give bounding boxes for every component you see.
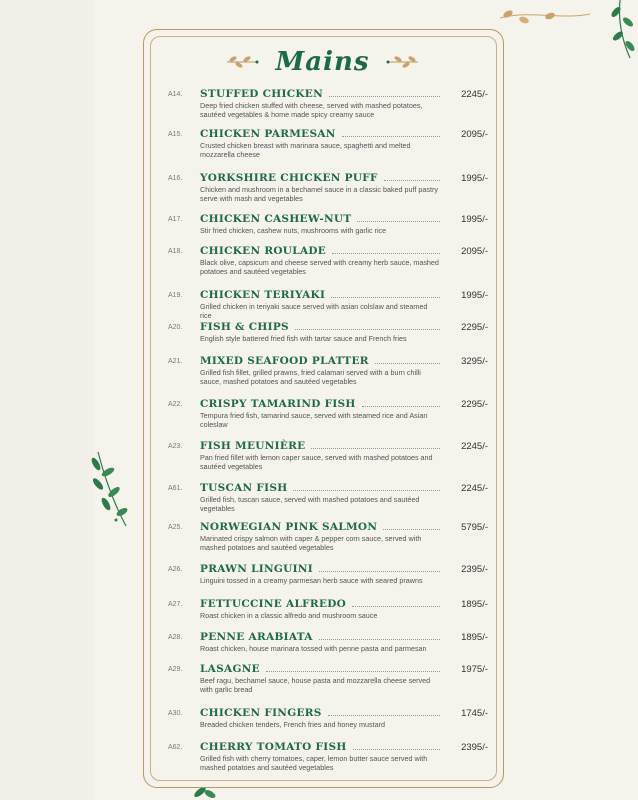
item-description: Roast chicken, house marinara tossed with penne pasta and parmesan xyxy=(200,644,427,653)
item-description: Stir fried chicken, cashew nuts, mushrooms with garlic rice xyxy=(200,226,387,235)
item-code: A25. xyxy=(168,524,183,531)
dotted-leader xyxy=(383,529,440,530)
item-name: YORKSHIRE CHICKEN PUFF xyxy=(200,172,378,184)
item-header xyxy=(200,213,488,225)
item-description: Roast chicken in a classic alfredo and mushroom sauce xyxy=(200,611,378,620)
dotted-leader xyxy=(375,363,440,364)
item-price: 1995/- xyxy=(461,214,488,225)
item-description: Grilled fish fillet, grilled prawns, fried calamari served with a burn chilli sauce, mashed potatoes and sautéed vegetables xyxy=(200,368,421,387)
item-code: A16. xyxy=(168,175,183,182)
item-name: TUSCAN FISH xyxy=(200,482,288,494)
item-price: 2295/- xyxy=(461,322,488,333)
item-code: A22. xyxy=(168,401,183,408)
item-header xyxy=(200,598,488,610)
dotted-leader xyxy=(342,136,440,137)
item-header xyxy=(200,289,488,301)
item-description: Tempura fried fish, tamarind sauce, served with steamed rice and Asian coleslaw xyxy=(200,411,428,430)
item-description: Breaded chicken tenders, French fries and honey mustard xyxy=(200,720,385,729)
item-header xyxy=(200,245,488,257)
item-header xyxy=(200,741,488,753)
dotted-leader xyxy=(293,490,440,491)
item-code: A26. xyxy=(168,566,183,573)
item-name: FETTUCCINE ALFREDO xyxy=(200,598,347,610)
item-description: English style battered fried fish with tartar sauce and French fries xyxy=(200,334,407,343)
sprig-left-icon xyxy=(225,53,261,71)
item-header xyxy=(200,521,488,533)
item-name: FISH & CHIPS xyxy=(200,321,289,333)
item-description: Grilled fish with cherry tomatoes, caper, lemon butter sauce served with mashed potatoes and sautéed vegetables xyxy=(200,754,428,773)
dotted-leader xyxy=(311,448,440,449)
item-header xyxy=(200,482,488,494)
item-header xyxy=(200,563,488,575)
item-header xyxy=(200,321,488,333)
item-name: FISH MEUNIÈRE xyxy=(200,440,306,452)
item-header xyxy=(200,355,488,367)
item-name: PENNE ARABIATA xyxy=(200,631,313,643)
item-price: 5795/- xyxy=(461,522,488,533)
item-name: CHICKEN CASHEW-NUT xyxy=(200,213,352,225)
item-description: Deep fried chicken stuffed with cheese, served with mashed potatoes, sautéed vegetables & home made spicy creamy sauce xyxy=(200,101,423,120)
item-code: A19. xyxy=(168,292,183,299)
item-price: 3295/- xyxy=(461,356,488,367)
item-name: NORWEGIAN PINK SALMON xyxy=(200,521,378,533)
item-price: 2245/- xyxy=(461,89,488,100)
sprig-right-icon xyxy=(384,53,420,71)
dotted-leader xyxy=(319,639,440,640)
item-code: A20. xyxy=(168,324,183,331)
item-price: 1745/- xyxy=(461,708,488,719)
item-header xyxy=(200,663,488,675)
item-price: 2395/- xyxy=(461,564,488,575)
dotted-leader xyxy=(329,96,440,97)
dotted-leader xyxy=(353,749,440,750)
item-header xyxy=(200,172,488,184)
item-price: 1995/- xyxy=(461,290,488,301)
dotted-leader xyxy=(328,715,440,716)
item-name: MIXED SEAFOOD PLATTER xyxy=(200,355,369,367)
dotted-leader xyxy=(352,606,440,607)
item-header xyxy=(200,88,488,100)
item-name: STUFFED CHICKEN xyxy=(200,88,323,100)
item-description: Beef ragu, bechamel sauce, house pasta and mozzarella cheese served with garlic bread xyxy=(200,676,431,695)
item-name: CHERRY TOMATO FISH xyxy=(200,741,347,753)
page-title: Mains xyxy=(275,47,370,77)
item-description: Linguini tossed in a creamy parmesan herb sauce with seared prawns xyxy=(200,576,423,585)
item-name: CHICKEN FINGERS xyxy=(200,707,322,719)
item-price: 1895/- xyxy=(461,632,488,643)
dotted-leader xyxy=(331,297,440,298)
item-code: A17. xyxy=(168,216,183,223)
item-header xyxy=(200,707,488,719)
item-header xyxy=(200,631,488,643)
item-code: A14. xyxy=(168,91,183,98)
item-code: A62. xyxy=(168,744,183,751)
item-code: A15. xyxy=(168,131,183,138)
item-code: A29. xyxy=(168,666,183,673)
item-code: A21. xyxy=(168,358,183,365)
item-price: 2095/- xyxy=(461,246,488,257)
item-price: 2245/- xyxy=(461,483,488,494)
item-price: 2095/- xyxy=(461,129,488,140)
item-code: A18. xyxy=(168,248,183,255)
item-header xyxy=(200,128,488,140)
item-code: A27. xyxy=(168,601,183,608)
item-price: 2395/- xyxy=(461,742,488,753)
dotted-leader xyxy=(319,571,440,572)
item-name: CRISPY TAMARIND FISH xyxy=(200,398,356,410)
item-price: 1995/- xyxy=(461,173,488,184)
dotted-leader xyxy=(357,221,440,222)
item-description: Grilled fish, tuscan sauce, served with mashed potatoes and sautéed vegetables xyxy=(200,495,420,514)
item-description: Grilled chicken in teriyaki sauce served with asian colslaw and steamed rice xyxy=(200,302,428,321)
item-description: Marinated crispy salmon with caper & pepper corn sauce, served with mashed potatoes and sautéed vegetables xyxy=(200,534,422,553)
item-name: CHICKEN TERIYAKI xyxy=(200,289,326,301)
item-description: Chicken and mushroom in a bechamel sauce in a classic baked puff pastry serve with mash and vegetables xyxy=(200,185,438,204)
dotted-leader xyxy=(384,180,440,181)
item-header xyxy=(200,440,488,452)
item-code: A28. xyxy=(168,634,183,641)
dotted-leader xyxy=(295,329,440,330)
item-price: 2245/- xyxy=(461,441,488,452)
item-price: 2295/- xyxy=(461,399,488,410)
item-name: PRAWN LINGUINI xyxy=(200,563,313,575)
item-description: Pan fried fillet with lemon caper sauce, served with mashed potatoes and sautéed vegetables xyxy=(200,453,433,472)
dotted-leader xyxy=(332,253,440,254)
dotted-leader xyxy=(266,671,440,672)
item-name: LASAGNE xyxy=(200,663,260,675)
item-code: A23. xyxy=(168,443,183,450)
item-description: Black olive, capsicum and cheese served with creamy herb sauce, mashed potatoes and sautéed vegetables xyxy=(200,258,439,277)
leaf-branch-left-icon xyxy=(86,450,136,530)
item-header xyxy=(200,398,488,410)
item-name: CHICKEN ROULADE xyxy=(200,245,327,257)
item-price: 1895/- xyxy=(461,599,488,610)
title-row xyxy=(150,42,495,82)
dotted-leader xyxy=(362,406,440,407)
item-code: A30. xyxy=(168,710,183,717)
item-code: A61. xyxy=(168,485,183,492)
item-price: 1975/- xyxy=(461,664,488,675)
item-name: CHICKEN PARMESAN xyxy=(200,128,336,140)
item-description: Crusted chicken breast with marinara sauce, spaghetti and melted mozzarella cheese xyxy=(200,141,411,160)
